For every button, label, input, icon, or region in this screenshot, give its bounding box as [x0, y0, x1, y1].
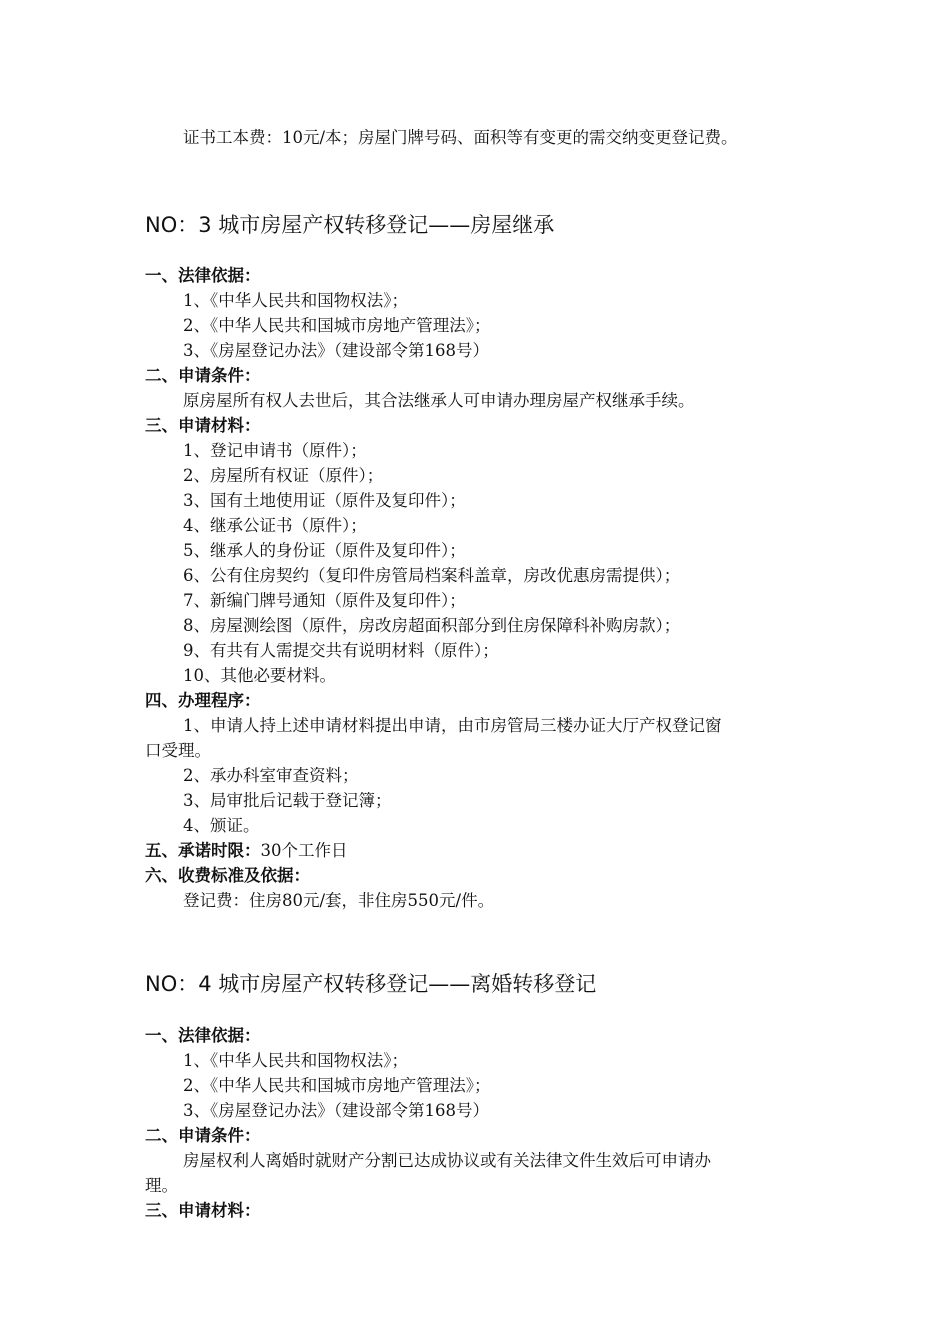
section-3-procedure-step-1: 1、申请人持上述申请材料提出申请，由市房管局三楼办证大厅产权登记窗 — [183, 716, 722, 735]
section-3-material-item: 1、登记申请书（原件）； — [183, 441, 367, 460]
section-3-conditions-heading: 二、申请条件： — [145, 366, 261, 385]
section-3-fees-text: 登记费：住房80元/套，非住房550元/件。 — [183, 891, 495, 910]
section-3-material-item: 3、国有土地使用证（原件及复印件）； — [183, 491, 466, 510]
section-3-material-item: 5、继承人的身份证（原件及复印件）； — [183, 541, 466, 560]
section-3-material-item: 10、其他必要材料。 — [183, 666, 336, 685]
section-3-time-limit — [145, 839, 348, 863]
section-3-title: NO：3 城市房屋产权转移登记——房屋继承 — [145, 213, 555, 237]
section-3-material-item: 2、房屋所有权证（原件）； — [183, 466, 384, 485]
section-3-legal-basis-item: 2、《中华人民共和国城市房地产管理法》； — [183, 316, 491, 335]
section-4-legal-basis-item: 2、《中华人民共和国城市房地产管理法》； — [183, 1076, 491, 1095]
section-3-material-item: 4、继承公证书（原件）； — [183, 516, 367, 535]
section-4-title: NO：4 城市房屋产权转移登记——离婚转移登记 — [145, 972, 597, 996]
section-3-material-item: 9、有共有人需提交共有说明材料（原件）； — [183, 641, 499, 660]
section-4-legal-basis-heading: 一、法律依据： — [145, 1026, 261, 1045]
section-3-procedure-heading: 四、办理程序： — [145, 691, 261, 710]
section-3-conditions-text: 原房屋所有权人去世后，其合法继承人可申请办理房屋产权继承手续。 — [183, 391, 695, 410]
section-3-materials-heading: 三、申请材料： — [145, 416, 261, 435]
section-4-conditions-heading: 二、申请条件： — [145, 1126, 261, 1145]
section-3-time-limit-value: 30个工作日 — [260, 841, 348, 860]
section-3-material-item: 8、房屋测绘图（原件，房改房超面积部分到住房保障科补购房款）； — [183, 616, 681, 635]
section-3-fees-heading: 六、收费标准及依据： — [145, 866, 310, 885]
section-3-legal-basis-heading: 一、法律依据： — [145, 266, 261, 285]
section-3-material-item: 6、公有住房契约（复印件房管局档案科盖章，房改优惠房需提供）； — [183, 566, 681, 585]
section-3-legal-basis-item: 3、《房屋登记办法》（建设部令第168号） — [183, 341, 489, 360]
section-3-material-item: 7、新编门牌号通知（原件及复印件）； — [183, 591, 466, 610]
section-3-procedure-step: 2、承办科室审查资料； — [183, 766, 359, 785]
section-3-procedure-step: 3、局审批后记载于登记簿； — [183, 791, 392, 810]
section-4-conditions-text-continued: 理。 — [145, 1176, 178, 1195]
section-4-conditions-text: 房屋权利人离婚时就财产分割已达成协议或有关法律文件生效后可申请办 — [183, 1151, 711, 1170]
section-3-procedure-step-1-continued: 口受理。 — [145, 741, 211, 760]
section-3-legal-basis-item: 1、《中华人民共和国物权法》； — [183, 291, 408, 310]
section-4-materials-heading: 三、申请材料： — [145, 1201, 261, 1220]
section-4-legal-basis-item: 3、《房屋登记办法》（建设部令第168号） — [183, 1101, 489, 1120]
section-3-time-limit-heading: 五、承诺时限： — [145, 841, 261, 860]
section-3-procedure-step: 4、颁证。 — [183, 816, 260, 835]
section-4-legal-basis-item: 1、《中华人民共和国物权法》； — [183, 1051, 408, 1070]
intro-fee-line: 证书工本费：10元/本；房屋门牌号码、面积等有变更的需交纳变更登记费。 — [183, 128, 738, 147]
